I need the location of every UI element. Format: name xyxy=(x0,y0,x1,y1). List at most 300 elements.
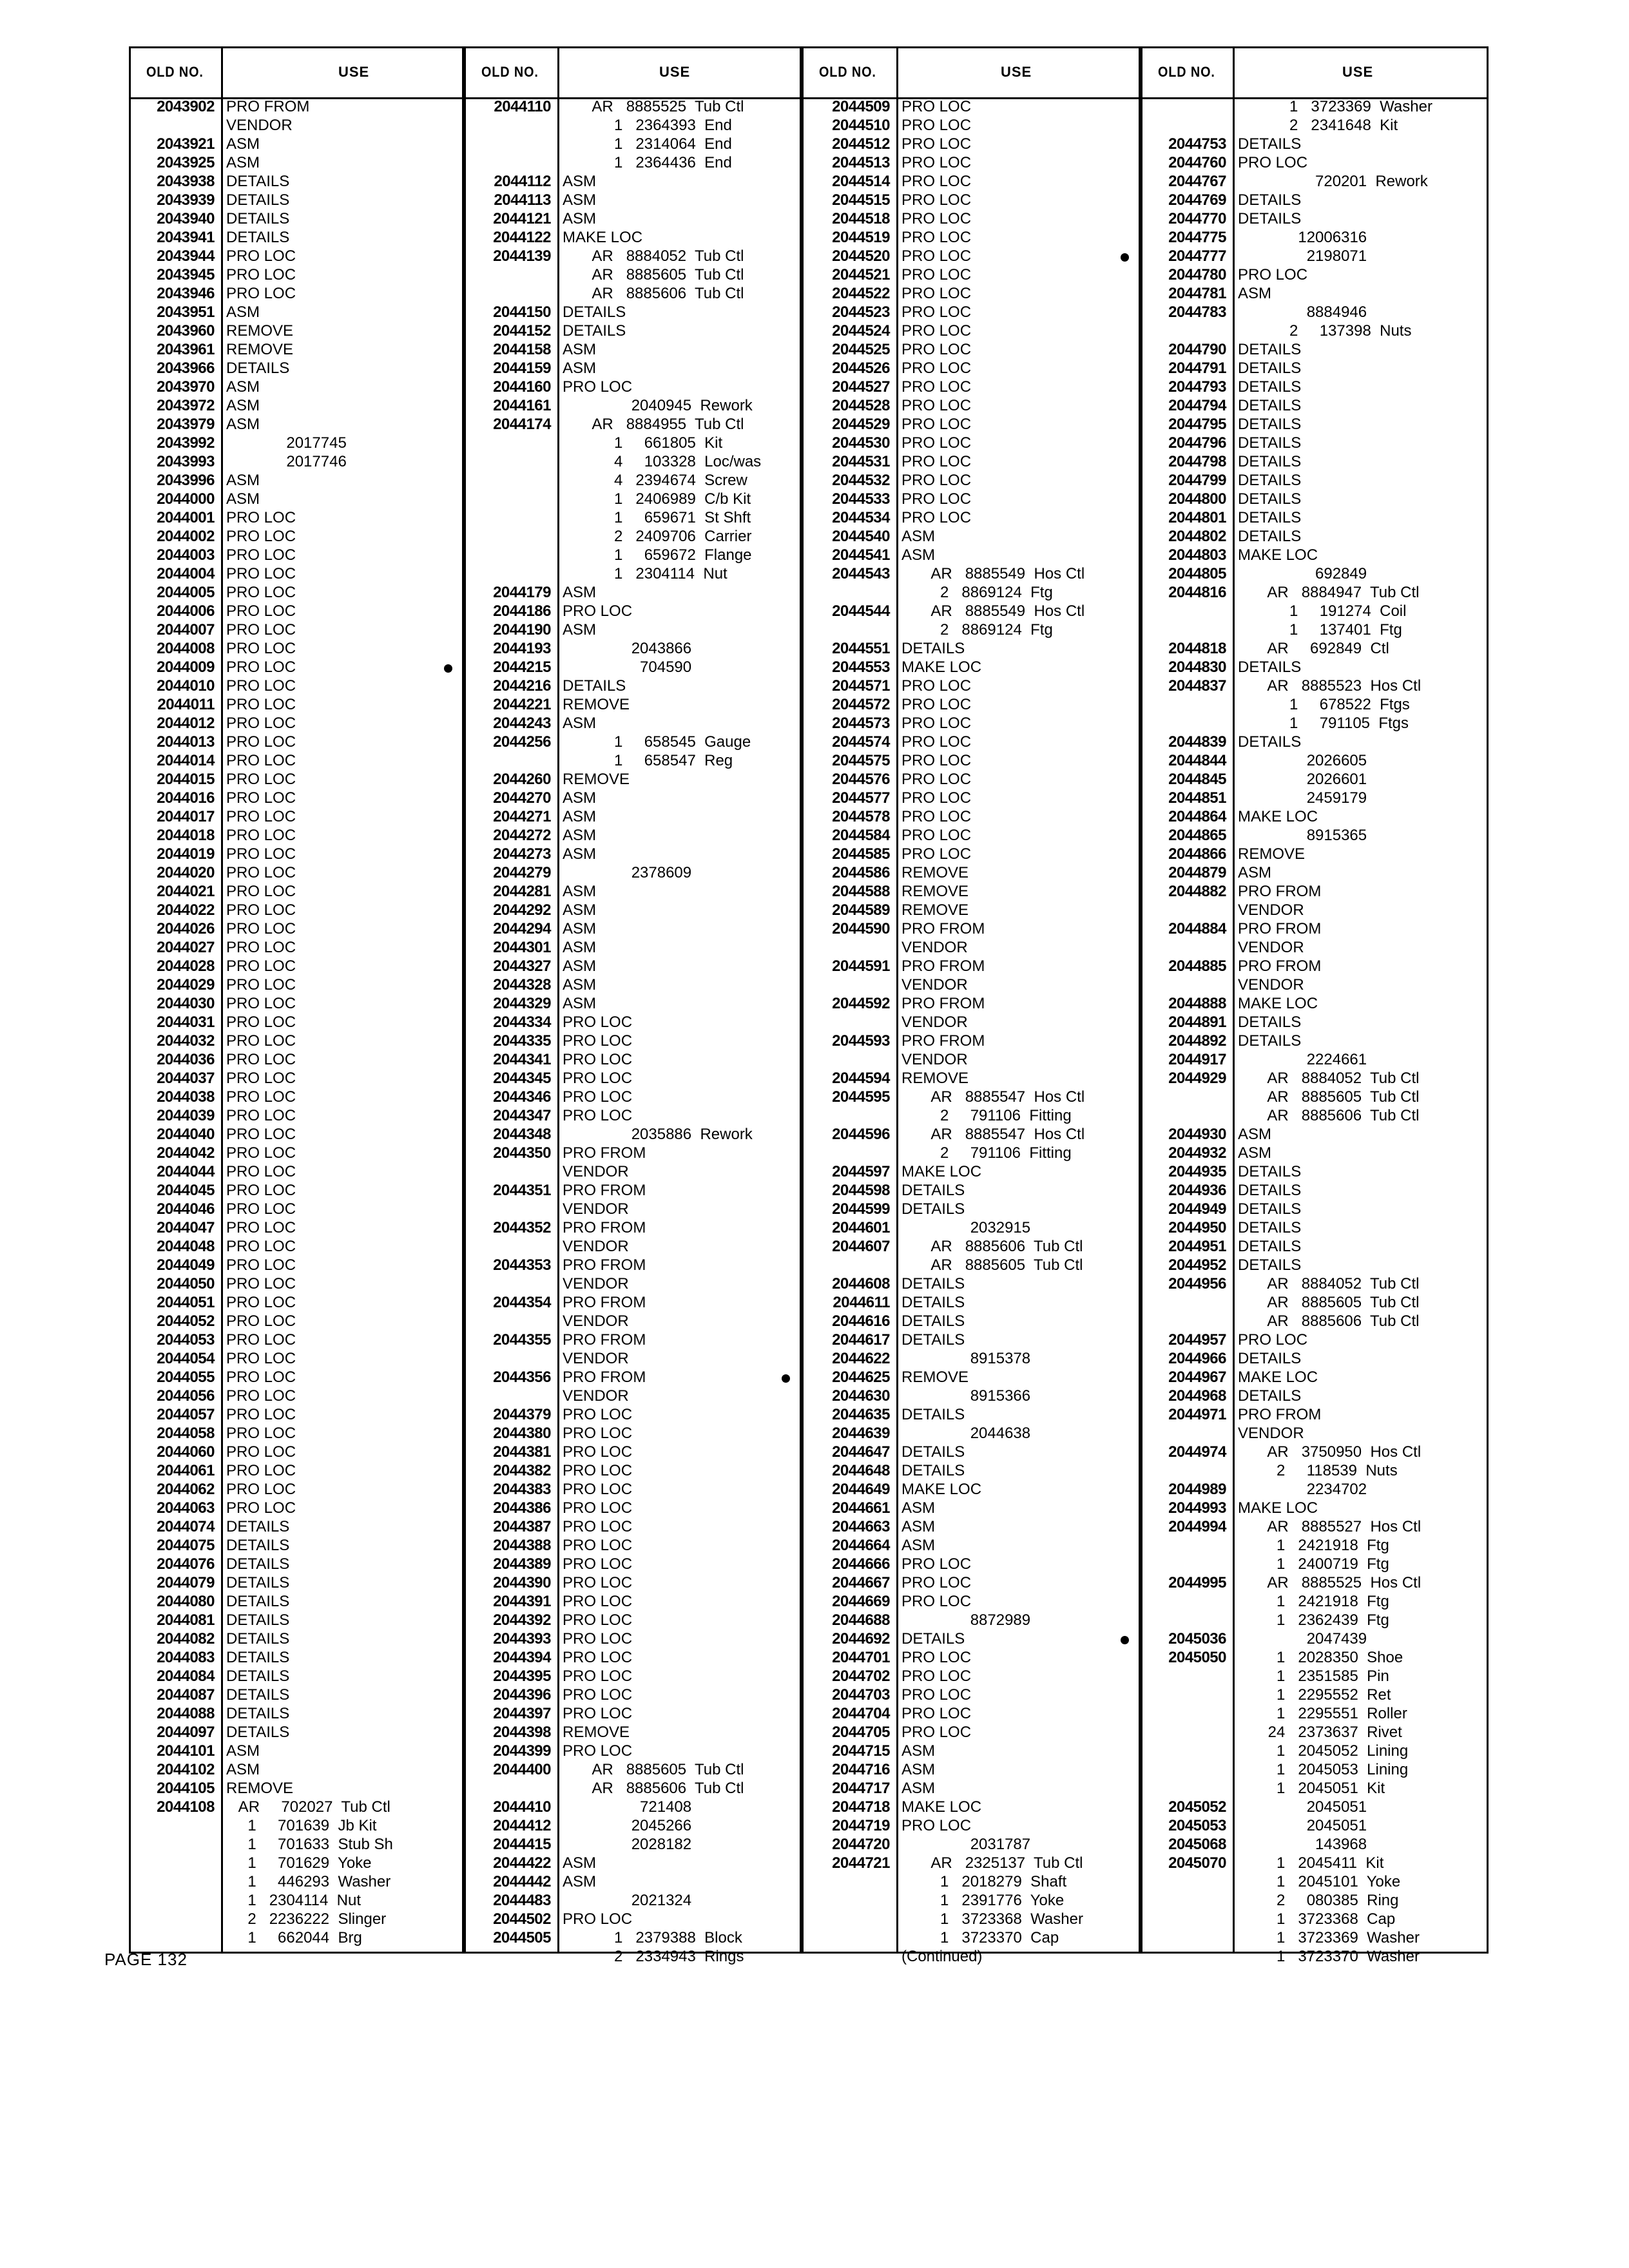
table-row xyxy=(131,228,462,247)
table-row xyxy=(131,1686,462,1704)
use-cell: 2 2334943 Rings xyxy=(563,1948,744,1965)
table-row xyxy=(1142,1013,1487,1032)
old-number: 2044412 xyxy=(493,1817,551,1834)
table-row xyxy=(466,1050,800,1069)
old-number: 2044801 xyxy=(1168,509,1226,526)
use-cell: ASM xyxy=(226,490,260,508)
table-row xyxy=(1142,284,1487,303)
use-cell: PRO LOC xyxy=(226,1200,296,1218)
table-row xyxy=(131,1816,462,1835)
table-row xyxy=(466,135,800,153)
old-number: 2044281 xyxy=(493,883,551,900)
old-number: 2044243 xyxy=(493,715,551,732)
table-row xyxy=(131,1405,462,1424)
use-cell: VENDOR xyxy=(563,1387,629,1405)
old-number: 2044355 xyxy=(493,1331,551,1349)
table-row xyxy=(466,1368,800,1387)
table-row xyxy=(1142,1312,1487,1331)
use-cell: VENDOR xyxy=(226,117,293,134)
table-row xyxy=(804,1910,1139,1928)
old-number: 2044647 xyxy=(832,1443,890,1461)
use-cell: 1 2391776 Yoke xyxy=(901,1892,1065,1909)
old-no-header: OLD NO. xyxy=(819,64,876,80)
table-row xyxy=(466,1723,800,1742)
use-cell: PRO LOC xyxy=(563,1107,633,1124)
table-row xyxy=(466,583,800,602)
old-number: 2044113 xyxy=(494,191,551,209)
table-row xyxy=(131,1592,462,1611)
table-row xyxy=(466,789,800,807)
old-number: 2044399 xyxy=(493,1742,551,1760)
table-row xyxy=(804,1106,1139,1125)
table-row xyxy=(1142,172,1487,191)
use-cell: VENDOR xyxy=(563,1275,629,1293)
old-number: 2044029 xyxy=(157,976,215,994)
old-number: 2044256 xyxy=(493,733,551,751)
use-cell: AR 8885605 Tub Ctl xyxy=(563,266,744,284)
old-number: 2044780 xyxy=(1168,266,1226,284)
use-cell: PRO LOC xyxy=(226,1331,296,1349)
use-cell: REMOVE xyxy=(1238,845,1306,863)
table-row xyxy=(466,191,800,209)
use-cell: PRO LOC xyxy=(563,1406,633,1423)
old-number: 2044593 xyxy=(832,1032,890,1050)
use-cell: ASM xyxy=(563,715,597,732)
table-row xyxy=(1142,845,1487,863)
use-cell: ASM xyxy=(563,621,597,639)
table-row xyxy=(804,583,1139,602)
use-cell: ASM xyxy=(563,789,597,807)
old-number: 2044571 xyxy=(832,677,890,695)
use-cell: ASM xyxy=(563,1854,597,1872)
old-number: 2044544 xyxy=(832,602,890,620)
old-number: 2043946 xyxy=(157,285,215,302)
use-cell: MAKE LOC xyxy=(1238,1369,1318,1386)
use-cell: DETAILS xyxy=(226,229,290,246)
use-cell: AR 8885547 Hos Ctl xyxy=(901,1088,1085,1106)
table-row xyxy=(466,1816,800,1835)
table-row xyxy=(1142,1742,1487,1760)
use-cell: REMOVE xyxy=(563,696,630,713)
old-number: 2044512 xyxy=(832,135,890,153)
old-number: 2044056 xyxy=(157,1387,215,1405)
use-cell: VENDOR xyxy=(563,1312,629,1330)
use-cell: PRO FROM xyxy=(563,1182,646,1199)
use-cell: PRO LOC xyxy=(226,1312,296,1330)
table-row xyxy=(1142,1461,1487,1480)
use-cell: PRO LOC xyxy=(226,247,296,265)
table-row xyxy=(466,994,800,1013)
use-cell: 2378609 xyxy=(563,864,692,881)
old-number: 2044388 xyxy=(493,1537,551,1554)
table-row xyxy=(131,620,462,639)
old-number: 2044016 xyxy=(157,789,215,807)
use-cell: PRO FROM xyxy=(563,1144,646,1162)
old-number: 2044387 xyxy=(493,1518,551,1535)
old-number: 2044040 xyxy=(157,1126,215,1143)
table-row xyxy=(804,1499,1139,1517)
use-cell: 1 2314064 End xyxy=(563,135,732,153)
table-row xyxy=(1142,1798,1487,1816)
old-number: 2044790 xyxy=(1168,341,1226,358)
old-number: 2044052 xyxy=(157,1312,215,1330)
old-number: 2044575 xyxy=(832,752,890,769)
use-cell: ASM xyxy=(901,1499,936,1517)
use-cell: AR 8885606 Tub Ctl xyxy=(1238,1312,1420,1330)
old-number: 2044794 xyxy=(1168,397,1226,414)
table-row xyxy=(1142,153,1487,172)
table-row xyxy=(804,415,1139,434)
use-cell: AR 702027 Tub Ctl xyxy=(226,1798,390,1816)
old-number: 2044353 xyxy=(493,1256,551,1274)
use-cell: PRO LOC xyxy=(1238,154,1308,171)
use-cell: 1 2045051 Kit xyxy=(1238,1780,1385,1797)
use-cell: REMOVE xyxy=(226,1780,294,1797)
table-row xyxy=(131,303,462,322)
table-row xyxy=(1142,434,1487,452)
old-number: 2044721 xyxy=(832,1854,890,1872)
table-row xyxy=(466,1461,800,1480)
use-cell: DETAILS xyxy=(901,640,965,657)
use-cell: PRO LOC xyxy=(901,1667,972,1685)
table-row xyxy=(466,901,800,919)
use-cell: MAKE LOC xyxy=(901,1798,982,1816)
use-cell: ASM xyxy=(226,472,260,489)
table-row xyxy=(804,1480,1139,1499)
table-row xyxy=(804,564,1139,583)
old-number: 2044002 xyxy=(157,528,215,545)
table-row xyxy=(466,1629,800,1648)
old-number: 2044112 xyxy=(494,173,551,190)
table-row xyxy=(804,789,1139,807)
use-cell: DETAILS xyxy=(226,1630,290,1648)
old-number: 2044079 xyxy=(157,1574,215,1591)
old-number: 2044139 xyxy=(493,247,551,265)
old-number: 2044334 xyxy=(493,1014,551,1031)
use-cell: 2 8869124 Ftg xyxy=(901,621,1053,639)
old-number: 2044971 xyxy=(1168,1406,1226,1423)
use-cell: 2021324 xyxy=(563,1892,692,1909)
table-row xyxy=(804,1237,1139,1256)
old-number: 2043993 xyxy=(157,453,215,470)
table-row xyxy=(466,1349,800,1368)
table-row xyxy=(804,1032,1139,1050)
table-row xyxy=(1142,789,1487,807)
old-number: 2044688 xyxy=(832,1611,890,1629)
old-number: 2044529 xyxy=(832,416,890,433)
use-cell: PRO LOC xyxy=(226,1238,296,1255)
use-cell: 1 2364436 End xyxy=(563,154,732,171)
table-row xyxy=(466,1742,800,1760)
use-cell: PRO LOC xyxy=(563,1537,633,1554)
use-cell: MAKE LOC xyxy=(1238,1499,1318,1517)
table-row xyxy=(466,1069,800,1088)
table-row xyxy=(131,1611,462,1629)
table-row xyxy=(131,1088,462,1106)
old-number: 2044611 xyxy=(833,1294,890,1311)
use-cell: PRO LOC xyxy=(226,640,296,657)
table-row xyxy=(804,153,1139,172)
column-header xyxy=(466,48,800,99)
table-row xyxy=(804,901,1139,919)
old-number: 2044553 xyxy=(832,658,890,676)
use-cell: DETAILS xyxy=(1238,1219,1302,1236)
table-row xyxy=(1142,639,1487,658)
use-cell: AR 8885605 Tub Ctl xyxy=(1238,1294,1420,1311)
old-number: 2044030 xyxy=(157,995,215,1012)
old-number: 2044777 xyxy=(1168,247,1226,265)
old-number: 2044392 xyxy=(493,1611,551,1629)
table-row xyxy=(804,1816,1139,1835)
table-row xyxy=(131,1293,462,1312)
table-row xyxy=(1142,564,1487,583)
table-row xyxy=(131,770,462,789)
table-row xyxy=(131,677,462,695)
old-number: 2044301 xyxy=(493,939,551,956)
table-row xyxy=(1142,1125,1487,1144)
use-cell: PRO LOC xyxy=(226,733,296,751)
row-list xyxy=(804,97,1139,1966)
table-row xyxy=(804,1779,1139,1798)
table-row xyxy=(131,135,462,153)
table-row xyxy=(466,1648,800,1667)
old-number: 2044028 xyxy=(157,957,215,975)
table-row xyxy=(804,527,1139,546)
table-row xyxy=(131,116,462,135)
old-number: 2044390 xyxy=(493,1574,551,1591)
table-row xyxy=(466,359,800,378)
old-number: 2044966 xyxy=(1168,1350,1226,1367)
use-cell: PRO LOC xyxy=(226,1462,296,1479)
use-cell: AR 8884052 Tub Ctl xyxy=(563,247,744,265)
table-row xyxy=(131,1181,462,1200)
use-cell: VENDOR xyxy=(901,1014,968,1031)
use-cell: 2224661 xyxy=(1238,1051,1367,1068)
use-cell: PRO LOC xyxy=(226,864,296,881)
old-number: 2044046 xyxy=(157,1200,215,1218)
old-number: 2044521 xyxy=(832,266,890,284)
old-number: 2044760 xyxy=(1168,154,1226,171)
table-row xyxy=(1142,1910,1487,1928)
table-row xyxy=(131,1144,462,1162)
table-row xyxy=(804,1013,1139,1032)
old-number: 2044993 xyxy=(1168,1499,1226,1517)
table-row xyxy=(1142,714,1487,733)
use-cell: 692849 xyxy=(1238,565,1367,582)
old-number: 2043960 xyxy=(157,322,215,340)
table-row xyxy=(1142,583,1487,602)
table-row xyxy=(131,957,462,975)
old-number: 2044596 xyxy=(832,1126,890,1143)
table-row xyxy=(466,1200,800,1218)
old-number: 2044502 xyxy=(493,1910,551,1928)
table-row xyxy=(466,527,800,546)
old-number: 2044017 xyxy=(157,808,215,825)
use-cell: 1 3723370 Washer xyxy=(1238,1948,1420,1965)
old-number: 2044063 xyxy=(157,1499,215,1517)
table-row xyxy=(804,1387,1139,1405)
table-row xyxy=(466,322,800,340)
table-row xyxy=(466,116,800,135)
table-row xyxy=(131,975,462,994)
use-cell: DETAILS xyxy=(1238,360,1302,377)
table-row xyxy=(466,1592,800,1611)
old-number: 2044004 xyxy=(157,565,215,582)
table-row xyxy=(131,1723,462,1742)
use-cell: PRO LOC xyxy=(226,1032,296,1050)
use-cell: PRO LOC xyxy=(226,1163,296,1180)
table-row xyxy=(466,1891,800,1910)
use-cell: AR 8884947 Tub Ctl xyxy=(1238,584,1420,601)
table-row xyxy=(131,714,462,733)
table-row xyxy=(804,359,1139,378)
use-cell: PRO LOC xyxy=(901,247,972,265)
use-cell: PRO LOC xyxy=(226,883,296,900)
old-number: 2044513 xyxy=(832,154,890,171)
table-row xyxy=(804,620,1139,639)
use-cell: PRO FROM xyxy=(1238,1406,1322,1423)
use-cell: ASM xyxy=(563,957,597,975)
table-row xyxy=(466,97,800,116)
use-cell: MAKE LOC xyxy=(901,658,982,676)
old-number: 2044617 xyxy=(832,1331,890,1349)
old-number: 2044783 xyxy=(1168,303,1226,321)
use-cell: PRO LOC xyxy=(226,901,296,919)
table-row xyxy=(466,695,800,714)
use-cell: PRO LOC xyxy=(226,845,296,863)
table-row xyxy=(131,1106,462,1125)
use-cell: ASM xyxy=(901,1761,936,1778)
table-row xyxy=(466,1013,800,1032)
use-cell: DETAILS xyxy=(1238,1256,1302,1274)
use-cell: DETAILS xyxy=(563,677,626,695)
table-row xyxy=(131,1069,462,1088)
old-number: 2044956 xyxy=(1168,1275,1226,1293)
use-cell: PRO FROM xyxy=(226,98,310,115)
table-row xyxy=(1142,209,1487,228)
use-cell: PRO LOC xyxy=(901,490,972,508)
table-row xyxy=(804,733,1139,751)
table-row xyxy=(804,751,1139,770)
use-cell: 1 137401 Ftg xyxy=(1238,621,1402,639)
old-number: 2044036 xyxy=(157,1051,215,1068)
table-row xyxy=(466,882,800,901)
use-cell: PRO LOC xyxy=(226,1275,296,1293)
use-cell: PRO LOC xyxy=(226,808,296,825)
table-row xyxy=(466,1162,800,1181)
use-cell: PRO LOC xyxy=(901,322,972,340)
old-number: 2044270 xyxy=(493,789,551,807)
table-row xyxy=(1142,658,1487,677)
use-cell: 8915365 xyxy=(1238,827,1367,844)
table-row xyxy=(466,826,800,845)
table-column-2 xyxy=(464,46,802,1965)
old-number: 2044396 xyxy=(493,1686,551,1704)
table-row xyxy=(131,1162,462,1181)
table-row xyxy=(1142,1704,1487,1723)
old-number: 2044929 xyxy=(1168,1070,1226,1087)
table-row xyxy=(466,1611,800,1629)
old-number: 2044505 xyxy=(493,1929,551,1946)
old-number: 2044796 xyxy=(1168,434,1226,452)
use-cell: DETAILS xyxy=(226,173,290,190)
use-cell: 1 3723369 Washer xyxy=(1238,1929,1420,1946)
table-row xyxy=(804,1629,1139,1648)
use-cell: DETAILS xyxy=(226,1555,290,1573)
use-cell: 1 191274 Coil xyxy=(1238,602,1407,620)
table-row xyxy=(804,1069,1139,1088)
old-number: 2044994 xyxy=(1168,1518,1226,1535)
use-cell: ASM xyxy=(563,827,597,844)
use-cell: 4 2394674 Screw xyxy=(563,472,747,489)
table-row xyxy=(131,1742,462,1760)
table-row xyxy=(466,508,800,527)
use-cell: MAKE LOC xyxy=(563,229,643,246)
table-row xyxy=(131,527,462,546)
old-number: 2044379 xyxy=(493,1406,551,1423)
use-cell: PRO LOC xyxy=(226,1182,296,1199)
table-row xyxy=(1142,1947,1487,1966)
use-cell: ASM xyxy=(901,1742,936,1760)
old-number: 2044718 xyxy=(832,1798,890,1816)
column-header xyxy=(1142,48,1487,99)
old-number: 2044042 xyxy=(157,1144,215,1162)
use-cell: ASM xyxy=(563,173,597,190)
use-cell: 1 2028350 Shoe xyxy=(1238,1649,1403,1666)
use-cell: DETAILS xyxy=(901,1406,965,1423)
use-cell: 2026605 xyxy=(1238,752,1367,769)
old-number: 2044053 xyxy=(157,1331,215,1349)
use-cell: PRO LOC xyxy=(901,173,972,190)
use-cell: DETAILS xyxy=(226,1593,290,1610)
use-cell: PRO LOC xyxy=(563,1742,633,1760)
use-cell: PRO LOC xyxy=(901,154,972,171)
table-row xyxy=(131,882,462,901)
use-cell: PRO LOC xyxy=(226,1369,296,1386)
table-row xyxy=(1142,938,1487,957)
old-number: 2044588 xyxy=(832,883,890,900)
old-number: 2044935 xyxy=(1168,1163,1226,1180)
old-number: 2044329 xyxy=(493,995,551,1012)
table-row xyxy=(466,1573,800,1592)
table-row xyxy=(131,1368,462,1387)
use-cell: ASM xyxy=(1238,285,1272,302)
old-number: 2044885 xyxy=(1168,957,1226,975)
use-cell: PRO LOC xyxy=(901,509,972,526)
old-number: 2044630 xyxy=(832,1387,890,1405)
table-row xyxy=(466,1798,800,1816)
use-cell: PRO LOC xyxy=(563,1443,633,1461)
table-row xyxy=(1142,975,1487,994)
old-number: 2044097 xyxy=(157,1724,215,1741)
table-row xyxy=(804,1424,1139,1443)
old-number: 2044930 xyxy=(1168,1126,1226,1143)
table-row xyxy=(131,1331,462,1349)
old-number: 2044598 xyxy=(832,1182,890,1199)
table-row xyxy=(1142,322,1487,340)
use-cell: REMOVE xyxy=(901,883,969,900)
table-row xyxy=(466,1424,800,1443)
use-cell: PRO LOC xyxy=(226,1107,296,1124)
table-row xyxy=(466,714,800,733)
use-cell: DETAILS xyxy=(226,210,290,227)
table-row xyxy=(1142,733,1487,751)
table-row xyxy=(804,639,1139,658)
table-row xyxy=(466,1331,800,1349)
table-row xyxy=(131,751,462,770)
table-row xyxy=(131,583,462,602)
use-cell: PRO LOC xyxy=(226,1219,296,1236)
